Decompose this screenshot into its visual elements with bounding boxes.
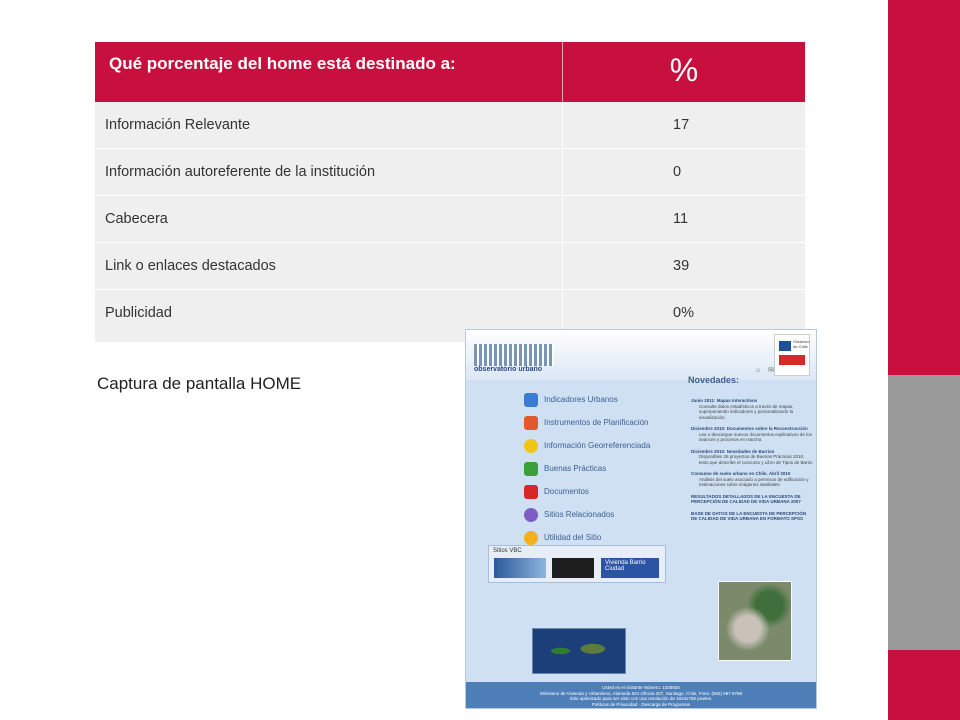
news-title: Diciembre 2010: Novedades de Barrios bbox=[691, 448, 775, 454]
news-title: RESULTADOS DETALLADOS DE LA ENCUESTA DE PERCEPCIÓN DE CALIDAD DE VIDA URBANA 2007 bbox=[691, 493, 801, 504]
site-logo-text: observatorio urbano bbox=[474, 366, 543, 373]
home-mail-icons: ⌂ ✉ bbox=[756, 367, 778, 374]
check-icon bbox=[524, 462, 538, 476]
menu-item-label: Información Georreferenciada bbox=[544, 441, 651, 450]
pdf-icon bbox=[524, 485, 538, 499]
menu-item-label: Indicadores Urbanos bbox=[544, 395, 618, 404]
news-title: BASE DE DATOS DE LA ENCUESTA DE PERCEPCIÓN DE CALIDAD DE VIDA URBANA EN FORMATO SPSS bbox=[691, 510, 807, 521]
question-icon bbox=[524, 531, 538, 545]
news-desc: Disponibles 26 proyectos de Buenas Prácticas 2010, texto que describe el concurso y Libro de Tipos de Barrio bbox=[699, 454, 813, 465]
table-header-value: % bbox=[669, 52, 699, 88]
menu-item[interactable] bbox=[524, 457, 650, 480]
news-desc: Lea o descargue nuevos documentos explicativos de los avances y procesos en marcha bbox=[699, 431, 812, 442]
row-value: 0 bbox=[673, 164, 682, 180]
row-label: Publicidad bbox=[95, 290, 563, 342]
footer-line: Sitio optimizado para ser visto con una resolución de 1024x768 pixeles. bbox=[569, 696, 713, 701]
row-value: 11 bbox=[673, 211, 689, 227]
list-item[interactable] bbox=[691, 449, 813, 466]
stripe-gray-middle bbox=[888, 375, 960, 650]
row-label: Cabecera bbox=[95, 196, 563, 242]
novedades-list bbox=[691, 398, 813, 528]
site-footer bbox=[466, 682, 816, 708]
sitios-banner[interactable] bbox=[552, 558, 594, 578]
list-item[interactable] bbox=[691, 494, 813, 505]
flag-stripe bbox=[779, 355, 805, 365]
news-title: Junio 2011: Mapas Interactivos bbox=[691, 398, 758, 403]
menu-item-label: Sitios Relacionados bbox=[544, 510, 615, 519]
row-label: Link o enlaces destacados bbox=[95, 243, 563, 289]
footer-line[interactable]: Políticas de Privacidad · Descarga de Programas bbox=[591, 701, 691, 707]
flag-icon bbox=[779, 341, 791, 351]
www-icon bbox=[524, 508, 538, 522]
menu-item[interactable] bbox=[524, 480, 650, 503]
menu-item[interactable] bbox=[524, 411, 650, 434]
table-header bbox=[95, 42, 805, 102]
row-label: Información autoreferente de la institución bbox=[95, 149, 563, 195]
news-desc: Análisis del suelo asociado a permisos de edificación y estimaciones sobre imágenes satelitales bbox=[699, 476, 809, 487]
sitios-banner-text: Vivienda Barrio Ciudad bbox=[605, 560, 646, 572]
table-row bbox=[95, 243, 805, 290]
list-item[interactable] bbox=[691, 398, 813, 420]
screenshot-caption: Captura de pantalla HOME bbox=[97, 374, 302, 393]
menu-item[interactable] bbox=[524, 434, 650, 457]
list-item[interactable] bbox=[691, 511, 813, 522]
skyline-logo-icon bbox=[474, 344, 554, 366]
news-title: Diciembre 2010: Documentos sobre la Reconstrucción bbox=[691, 426, 808, 431]
sitios-title: Sitios VBC bbox=[493, 548, 522, 554]
menu-item[interactable] bbox=[524, 503, 650, 526]
stripe-red-top bbox=[888, 0, 960, 375]
list-item[interactable] bbox=[691, 471, 813, 488]
world-map-image[interactable] bbox=[532, 628, 626, 674]
footer-line: Ministerio de Vivienda y Urbanismo, Alameda 924 Oficina 307, Santiago, Chile, Fono: (562) 697 9769 bbox=[539, 690, 743, 696]
menu-item-label: Buenas Prácticas bbox=[544, 464, 607, 473]
menu-item-label: Utilidad del Sitio bbox=[544, 533, 602, 542]
gov-label: Gobierno de Chile bbox=[793, 339, 810, 349]
list-item[interactable] bbox=[691, 426, 813, 443]
row-value: 17 bbox=[673, 117, 690, 133]
sitios-banner[interactable] bbox=[494, 558, 546, 578]
gobierno-logo bbox=[774, 334, 810, 376]
table-row bbox=[95, 196, 805, 243]
table-row bbox=[95, 102, 805, 149]
novedades-title: Novedades: bbox=[688, 375, 740, 385]
menu-item[interactable] bbox=[524, 388, 650, 411]
homepage-screenshot bbox=[465, 329, 817, 709]
footer-line: Usted es el visitante Número: 1028925 bbox=[602, 685, 680, 690]
chart-icon bbox=[524, 393, 538, 407]
row-label: Información Relevante bbox=[95, 102, 563, 148]
percentage-table bbox=[95, 42, 805, 343]
menu-item-label: Documentos bbox=[544, 487, 589, 496]
aerial-photo bbox=[718, 581, 792, 661]
news-title: Consumo de suelo urbano en Chile. Abril 2010 bbox=[691, 471, 791, 476]
row-value: 39 bbox=[673, 258, 690, 274]
table-row bbox=[95, 149, 805, 196]
stripe-red-bottom bbox=[888, 650, 960, 720]
map-icon bbox=[524, 416, 538, 430]
table-header-label: Qué porcentaje del home está destinado a: bbox=[95, 42, 563, 102]
menu-item-label: Instrumentos de Planificación bbox=[544, 418, 649, 427]
site-menu bbox=[524, 388, 650, 549]
row-value: 0% bbox=[673, 305, 694, 321]
sitios-vbc-box bbox=[488, 545, 666, 583]
right-decorative-stripe bbox=[888, 0, 960, 720]
globe-icon bbox=[524, 439, 538, 453]
news-desc: Consulte datos estadísticos a través de mapas, superponiendo indicadores y personalizando la visualización. bbox=[699, 403, 794, 420]
